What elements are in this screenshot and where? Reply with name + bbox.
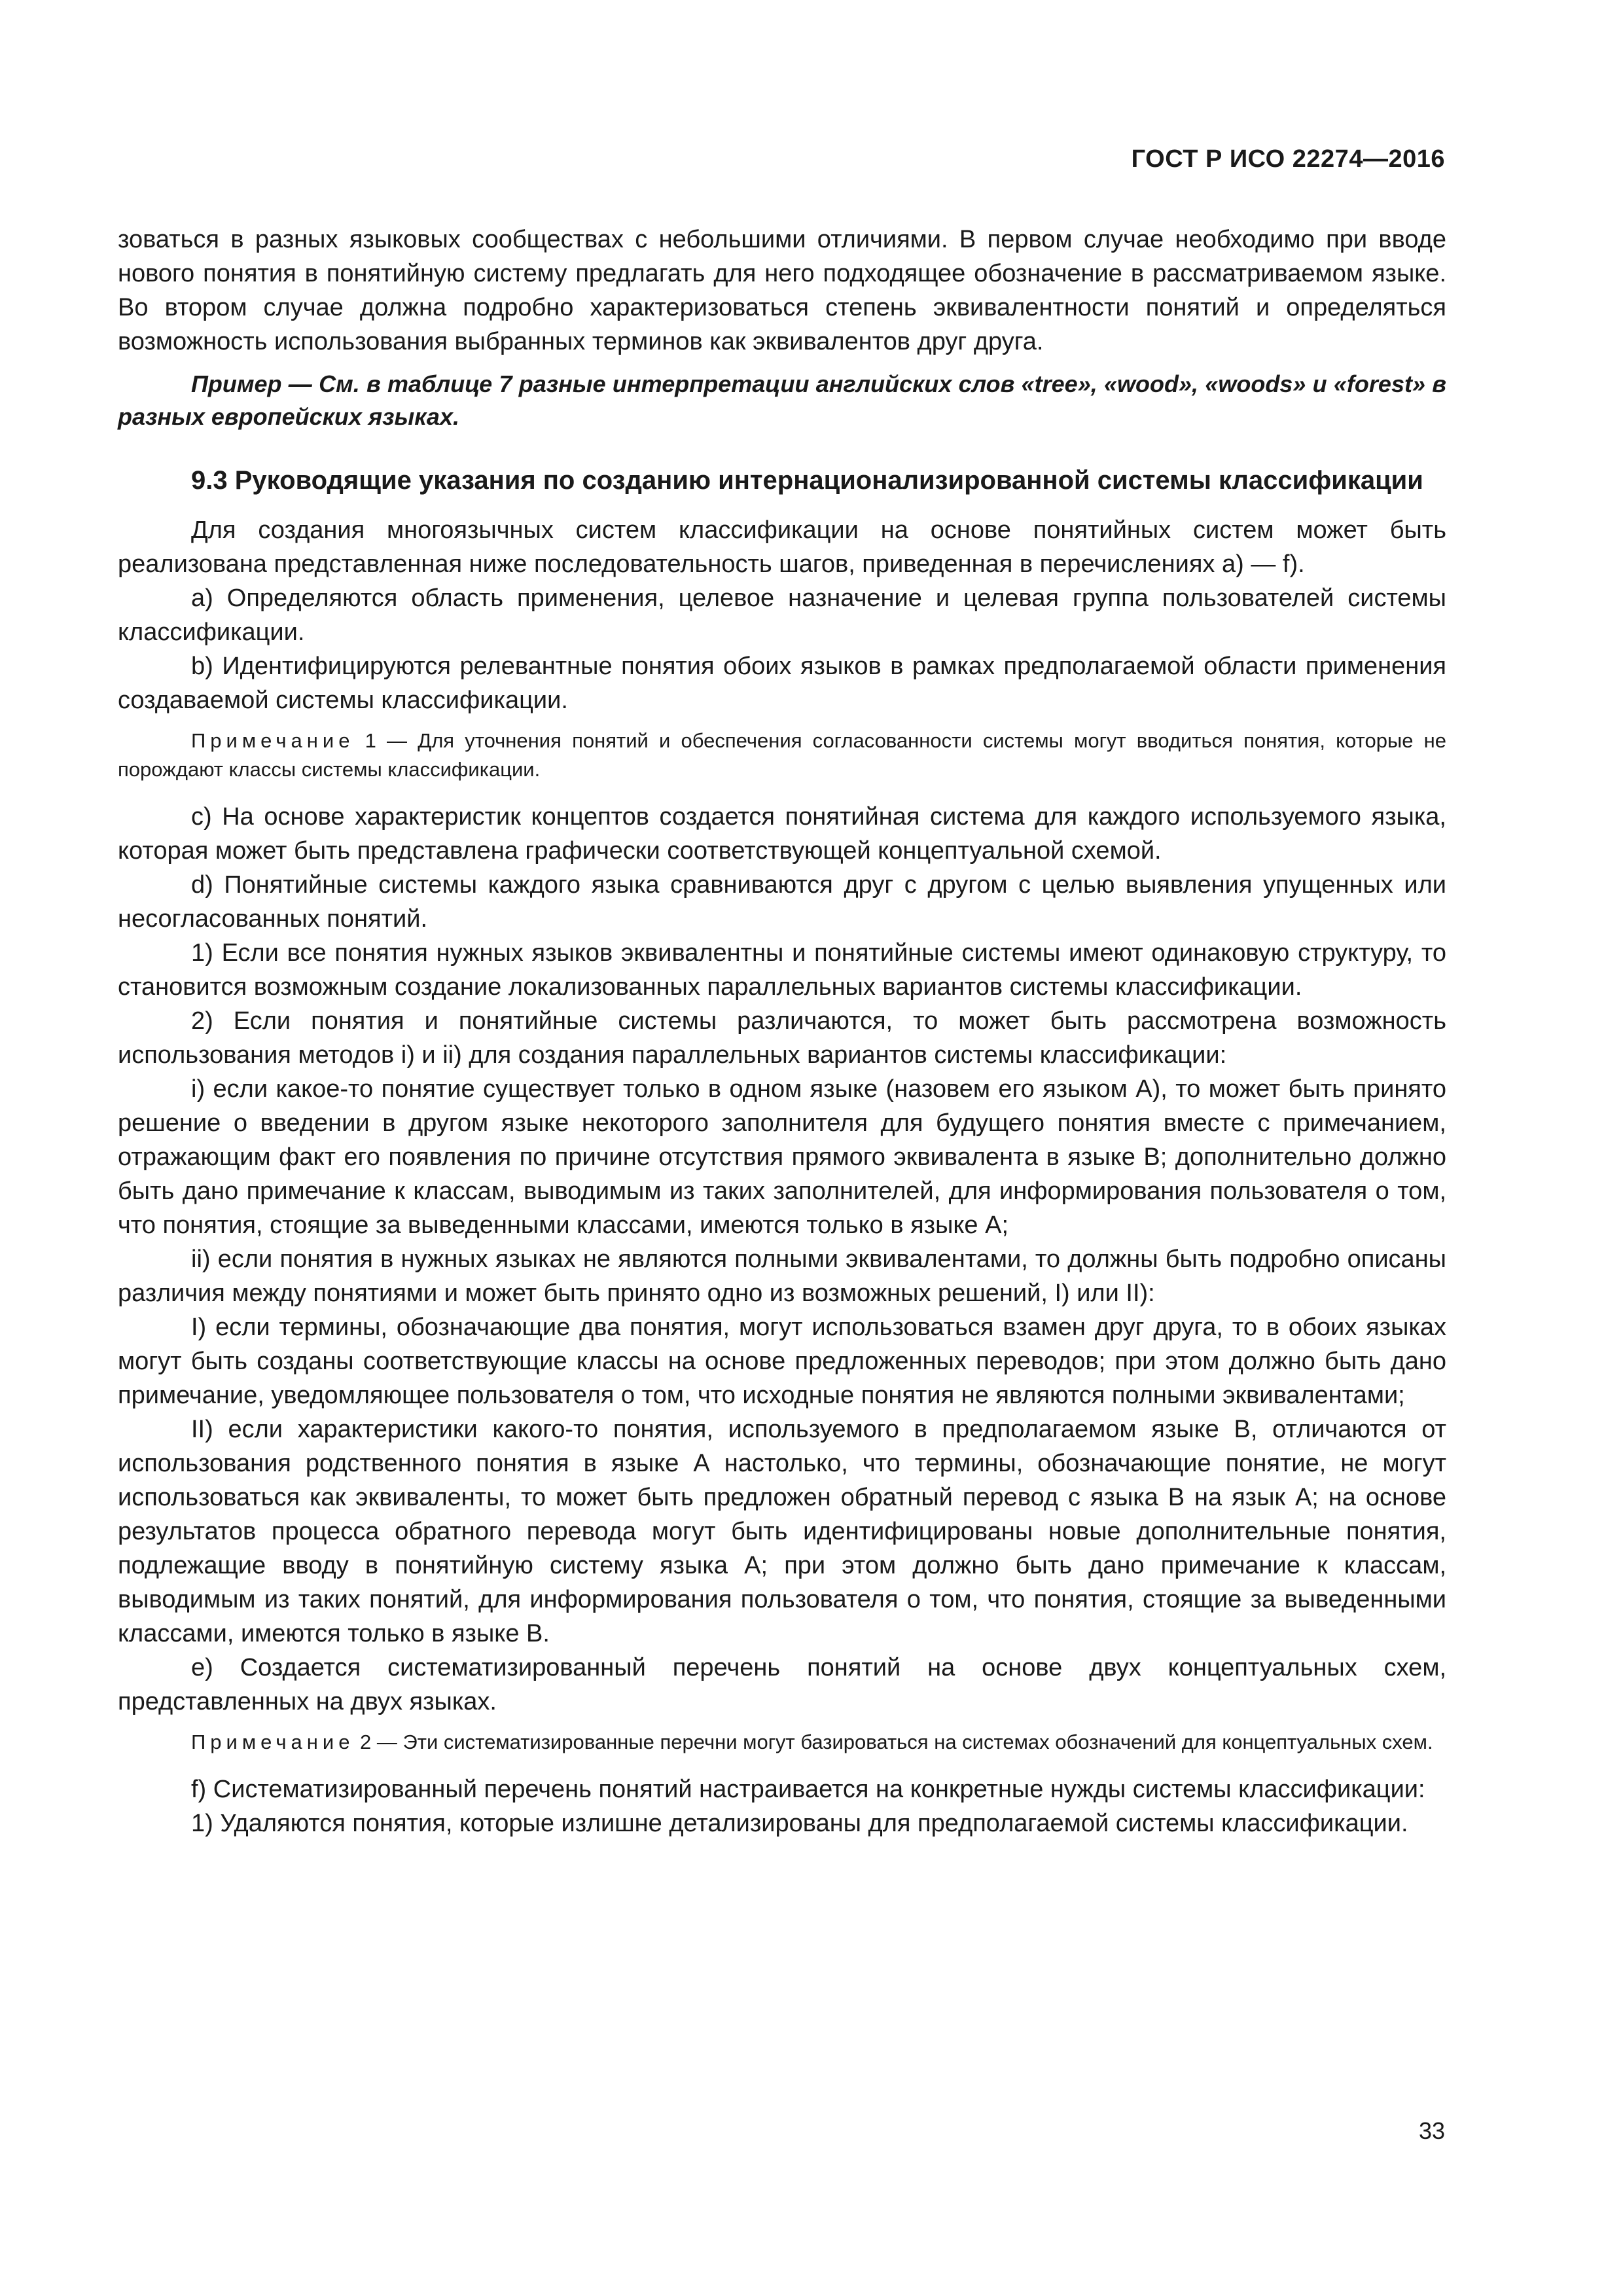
standard-header: ГОСТ Р ИСО 22274—2016 — [1131, 145, 1445, 173]
list-item-f: f) Систематизированный перечень понятий настраивается на конкретные нужды системы классификации: — [191, 1776, 1425, 1803]
list-item-i: i) если какое-то понятие существует только в одном языке (назовем его языком А), то может быть принято решение о введении в другом языке некоторого заполнителя для будущего понятия вместе с примечанием, отражающим факт его появления по причине отсутствия прямого эквивалента в языке В; дополнительно должно быть дано примечание к классам, выводимым из таких заполнителей, для информирования пользователя о том, что понятия, стоящие за выведенными классами, имеются только в языке А; — [118, 1075, 1446, 1239]
note-2 — [118, 1728, 1446, 1757]
list-item-b: b) Идентифицируются релевантные понятия обоих языков в рамках предполагаемой области применения создаваемой системы классификации. — [118, 653, 1446, 714]
list-item-e: е) Создается систематизированный перечень понятий на основе двух концептуальных схем, представленных на двух языках. — [118, 1654, 1446, 1715]
note-2-text: 2 — Эти систематизированные перечни могут базироваться на системах обозначений для концептуальных схем. — [354, 1731, 1433, 1753]
example-paragraph: Пример — См. в таблице 7 разные интерпретации английских слов «tree», «wood», «woods» и «forest» в разных европейских языках. — [118, 370, 1446, 430]
paragraph-steps-intro: Для создания многоязычных систем классификации на основе понятийных систем может быть реализована представленная ниже последовательность шагов, приведенная в перечислениях а) — f). — [118, 516, 1446, 578]
list-item-f-1: 1) Удаляются понятия, которые излишне детализированы для предполагаемой системы классификации. — [191, 1810, 1408, 1837]
list-item-d-2: 2) Если понятия и понятийные системы различаются, то может быть рассмотрена возможность использования методов i) и ii) для создания параллельных вариантов системы классификации: — [118, 1007, 1446, 1069]
note-1 — [118, 726, 1446, 784]
page-number: 33 — [1418, 2117, 1445, 2144]
list-item-d-1: 1) Если все понятия нужных языков эквивалентны и понятийные системы имеют одинаковую структуру, то становится возможным создание локализованных параллельных вариантов системы классификации. — [118, 939, 1446, 1001]
note-2-label: Примечание — [191, 1731, 355, 1753]
list-item-ii: ii) если понятия в нужных языках не являются полными эквивалентами, то должны быть подробно описаны различия между понятиями и может быть принято одно из возможных решений, I) или II): — [118, 1246, 1446, 1307]
note-1-text: 1 — Для уточнения понятий и обеспечения согласованности системы могут вводиться понятия, которые не порождают классы системы классификации. — [118, 729, 1446, 781]
list-item-II: II) если характеристики какого-то понятия, используемого в предполагаемом языке В, отличаются от использования родственного понятия в языке А настолько, что термины, обозначающие понятие, не могут использоваться как эквиваленты, то может быть предложен обратный перевод с языка В на язык А; на основе результатов процесса обратного перевода могут быть идентифицированы новые дополнительные понятия, подлежащие вводу в понятийную систему языка А; при этом должно быть дано примечание к классам, выводимым из таких понятий, для информирования пользователя о том, что понятия, стоящие за выведенными классами, имеются только в языке В. — [118, 1416, 1446, 1647]
page-body — [118, 223, 1446, 1840]
list-item-I: I) если термины, обозначающие два понятия, могут использоваться взамен друг друга, то в обоих языках могут быть созданы соответствующие классы на основе предложенных переводов; при этом должно быть дано примечание, уведомляющее пользователя о том, что исходные понятия не являются полными эквивалентами; — [118, 1314, 1446, 1409]
paragraph-intro: зоваться в разных языковых сообществах с небольшими отличиями. В первом случае необходимо при вводе нового понятия в понятийную систему предлагать для него подходящее обозначение в рассматриваемом языке. Во втором случае должна подробно характеризоваться степень эквивалентности понятий и определяться возможность использования выбранных терминов как эквивалентов друг друга. — [118, 226, 1446, 355]
list-item-c: с) На основе характеристик концептов создается понятийная система для каждого используемого языка, которая может быть представлена графически соответствующей концептуальной схемой. — [118, 803, 1446, 865]
list-item-a: а) Определяются область применения, целевое назначение и целевая группа пользователей системы классификации. — [118, 584, 1446, 646]
section-heading: 9.3 Руководящие указания по созданию интернационализированной системы классификации — [191, 466, 1423, 495]
note-1-label: Примечание — [191, 729, 355, 752]
list-item-d: d) Понятийные системы каждого языка сравниваются друг с другом с целью выявления упущенных или несогласованных понятий. — [118, 871, 1446, 933]
